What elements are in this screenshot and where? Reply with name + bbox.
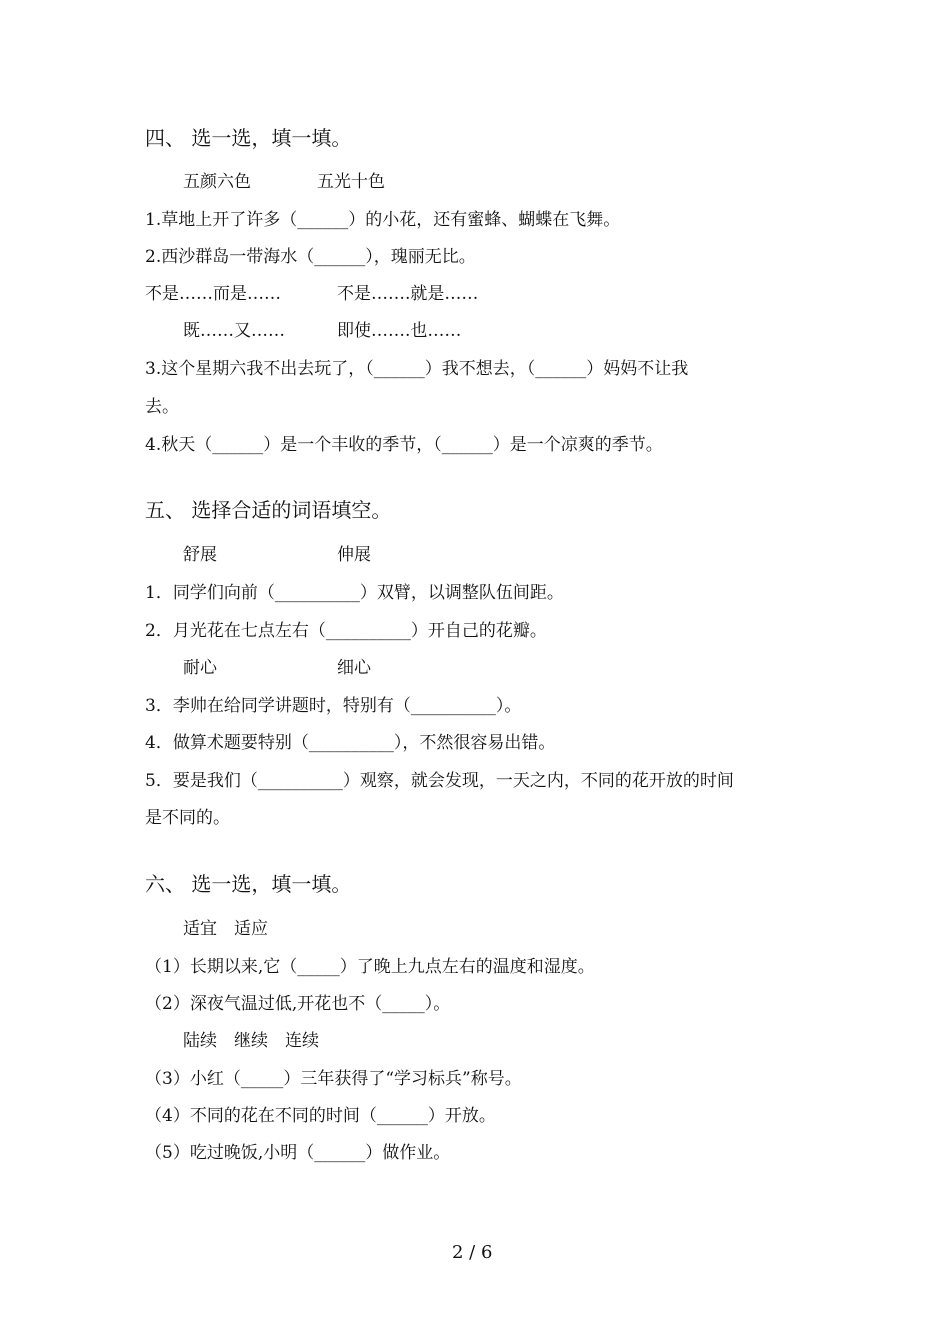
question-line: （4）不同的花在不同的时间（______）开放。 [145, 1106, 496, 1126]
word-option: 舒展 [183, 545, 217, 565]
section-6-heading: 六、 选一选，填一填。 [145, 872, 352, 896]
question-line: 4．做算术题要特别（__________），不然很容易出错。 [145, 733, 556, 753]
question-line: 3．李帅在给同学讲题时，特别有（__________）。 [145, 696, 522, 716]
section-4-heading: 四、 选一选，填一填。 [145, 126, 352, 150]
word-option: 五光十色 [317, 172, 385, 192]
question-line: 1．同学们向前（__________）双臂，以调整队伍间距。 [145, 583, 564, 603]
question-line: 2.西沙群岛一带海水（______），瑰丽无比。 [145, 247, 476, 267]
word-option: 五颜六色 [183, 172, 251, 192]
question-line: （2）深夜气温过低,开花也不（_____）。 [145, 994, 451, 1014]
word-option: 耐心 [183, 658, 217, 678]
word-option: 既……又…… [183, 321, 285, 341]
question-line: 5．要是我们（__________）观察，就会发现，一天之内，不同的花开放的时间 [145, 771, 734, 791]
word-option: 伸展 [337, 545, 371, 565]
word-option: 即使…….也…… [337, 321, 462, 341]
word-option: 细心 [337, 658, 371, 678]
question-line: 2．月光花在七点左右（__________）开自己的花瓣。 [145, 621, 547, 641]
section-5-heading: 五、 选择合适的词语填空。 [145, 498, 392, 522]
word-option: 陆续 继续 连续 [183, 1031, 319, 1051]
question-line: 3.这个星期六我不出去玩了，（______）我不想去，（______）妈妈不让我 [145, 359, 689, 379]
question-line: （5）吃过晚饭,小明（______）做作业。 [145, 1143, 451, 1163]
word-option: 适宜 适应 [183, 919, 268, 939]
word-option: 不是……而是…… [145, 284, 281, 304]
question-line: 4.秋天（______）是一个丰收的季节，（______）是一个凉爽的季节。 [145, 435, 663, 455]
page-number: 2 / 6 [452, 1242, 493, 1263]
question-line: 1.草地上开了许多（______）的小花，还有蜜蜂、蝴蝶在飞舞。 [145, 210, 621, 230]
word-option: 不是…….就是…… [337, 284, 479, 304]
question-line: （3）小红（_____）三年获得了“学习标兵”称号。 [145, 1069, 522, 1089]
question-line: 去。 [145, 397, 179, 417]
question-line: 是不同的。 [145, 808, 230, 828]
question-line: （1）长期以来,它（_____）了晚上九点左右的温度和湿度。 [145, 957, 595, 977]
